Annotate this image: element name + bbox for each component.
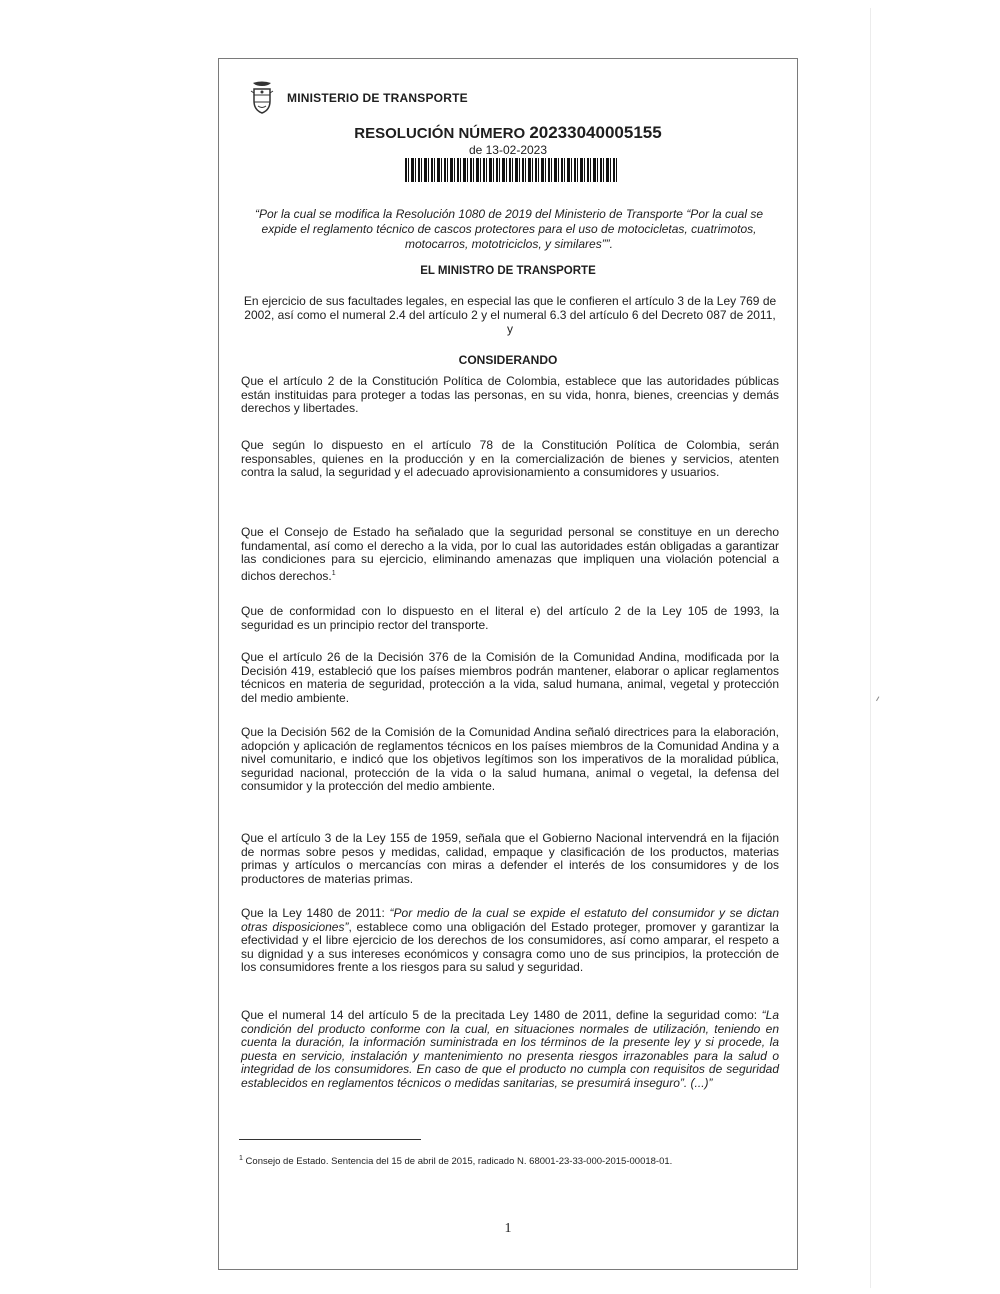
- considerando-paragraph: Que la Ley 1480 de 2011: “Por medio de la cual se expide el estatuto del consumidor y se dictan otras disposiciones”, establece como una obligación del Estado proteger, promover y garantizar la efectividad y el libre ejercicio de los derechos de los consumidores, así como amparar, el respeto a su dignidad y a sus intereses económicos y consagra como uno de sus principios, la protección de los consumidores frente a los riesgos para su salud y seguridad.: [241, 906, 779, 975]
- resolution-title: [219, 123, 797, 143]
- footnote-reference: 1: [331, 569, 336, 577]
- scan-edge: [870, 8, 871, 1288]
- footnote-separator: [239, 1139, 421, 1140]
- resolution-label: RESOLUCIÓN NÚMERO: [354, 125, 526, 142]
- footnote: [239, 1153, 779, 1168]
- legal-basis: En ejercicio de sus facultades legales, en especial las que le confieren el artículo 3 de la Ley 769 de 2002, así como el numeral 2.4 del artículo 2 y el numeral 6.3 del artículo 6 del Decreto 087 de 2011, y: [243, 294, 777, 336]
- letterhead: [249, 81, 468, 115]
- footnote-text: Consejo de Estado. Sentencia del 15 de abril de 2015, radicado N. 68001-23-33-000-2015-00018-01.: [245, 1156, 673, 1168]
- quoted-definition: “La condición del producto conforme con la cual, en situaciones normales de utilización, teniendo en cuenta la duración, la información suministrada en los términos de la presente ley y si procede, la puesta en servicio, instalación y mantenimiento no presenta riesgos irrazonables para la salud o integridad de los consumidores. En caso de que el producto no cumpla con requisitos de seguridad establecidos en reglamentos técnicos o medidas sanitarias, se presumirá inseguro”. (...)”: [241, 1008, 779, 1090]
- minister-heading: EL MINISTRO DE TRANSPORTE: [420, 265, 596, 277]
- considerando-paragraph: Que la Decisión 562 de la Comisión de la Comunidad Andina señaló directrices para la elaboración, adopción y aplicación de reglamentos técnicos en los países miembros de la Comunidad Andina y a nivel comunitario, e indicó que los objetivos legítimos son los imperativos de la moralidad pública, seguridad nacional, protección de la vida o la salud humana, animal o vegetal, la defensa del consumidor y la protección del medio ambiente.: [241, 725, 779, 794]
- footnote-mark: 1: [239, 1155, 243, 1162]
- considerando-paragraph: Que el Consejo de Estado ha señalado que la seguridad personal se constituye en un derecho fundamental, así como el derecho a la vida, por lo cual las autoridades están obligadas a garantizar las condiciones para su ejercicio, eliminando amenazas que impliquen una violación potencial a dichos derechos.$^1$: [241, 525, 779, 583]
- considerando-paragraph: Que el artículo 2 de la Constitución Política de Colombia, establece que las autoridades públicas están instituidas para proteger a todas las personas, en su vida, honra, bienes, creencias y demás derechos y libertades.: [241, 374, 779, 416]
- page-number: 1: [504, 1221, 512, 1236]
- considerando-paragraph: Que el numeral 14 del artículo 5 de la precitada Ley 1480 de 2011, define la seguridad como: “La condición del producto conforme con la cual, en situaciones normales de utilización, teniendo en cuenta la duración, la información suministrada en los términos de la presente ley y si procede, la puesta en servicio, instalación y mantenimiento no presenta riesgos irrazonables para la salud o integridad de los consumidores. En caso de que el producto no cumpla con requisitos de seguridad establecidos en reglamentos técnicos o medidas sanitarias, se presumirá inseguro”. (...)”: [241, 1008, 779, 1090]
- considerando-paragraph: Que el artículo 26 de la Decisión 376 de la Comisión de la Comunidad Andina, modificada por la Decisión 419, estableció que los países miembros podrán mantener, elaborar o aplicar reglamentos técnicos en materia de seguridad, protección a la vida, salud humana, animal, vegetal y protección del medio ambiente.: [241, 650, 779, 705]
- quoted-law-title: “Por medio de la cual se expide el estatuto del consumidor y se dictan otras disposiciones”: [241, 906, 779, 934]
- resolution-number: 20233040005155: [529, 123, 662, 142]
- considerando-paragraph: Que el artículo 3 de la Ley 155 de 1959, señala que el Gobierno Nacional intervendrá en la fijación de normas sobre pesos y medidas, calidad, empaque y clasificación de los productos, materias primas y artículos o mercancías con miras a defender el interés de los consumidores y de los productores de materias primas.: [241, 831, 779, 886]
- ministry-name: MINISTERIO DE TRANSPORTE: [287, 91, 468, 105]
- document-page: [218, 58, 798, 1270]
- resolution-date: de 13-02-2023: [468, 143, 548, 157]
- considerando-paragraph: Que según lo dispuesto en el artículo 78 de la Constitución Política de Colombia, serán responsables, quienes en la producción y en la comercialización de bienes y servicios, atenten contra la salud, la seguridad y el adecuado aprovisionamiento a consumidores y usuarios.: [241, 438, 779, 480]
- coat-of-arms-icon: [249, 81, 275, 115]
- considerando-paragraph: Que de conformidad con lo dispuesto en el literal e) del artículo 2 de la Ley 105 de 1993, la seguridad es un principio rector del transporte.: [241, 604, 779, 632]
- scan-speck: [876, 696, 882, 702]
- barcode: [405, 158, 619, 182]
- considerando-heading: CONSIDERANDO: [458, 353, 558, 367]
- epigraph: “Por la cual se modifica la Resolución 1080 de 2019 del Ministerio de Transporte “Por la cual se expide el reglamento técnico de cascos protectores para el uso de motocicletas, cuatrimotos, motocarros, mototriciclos, y similares””.: [254, 207, 764, 251]
